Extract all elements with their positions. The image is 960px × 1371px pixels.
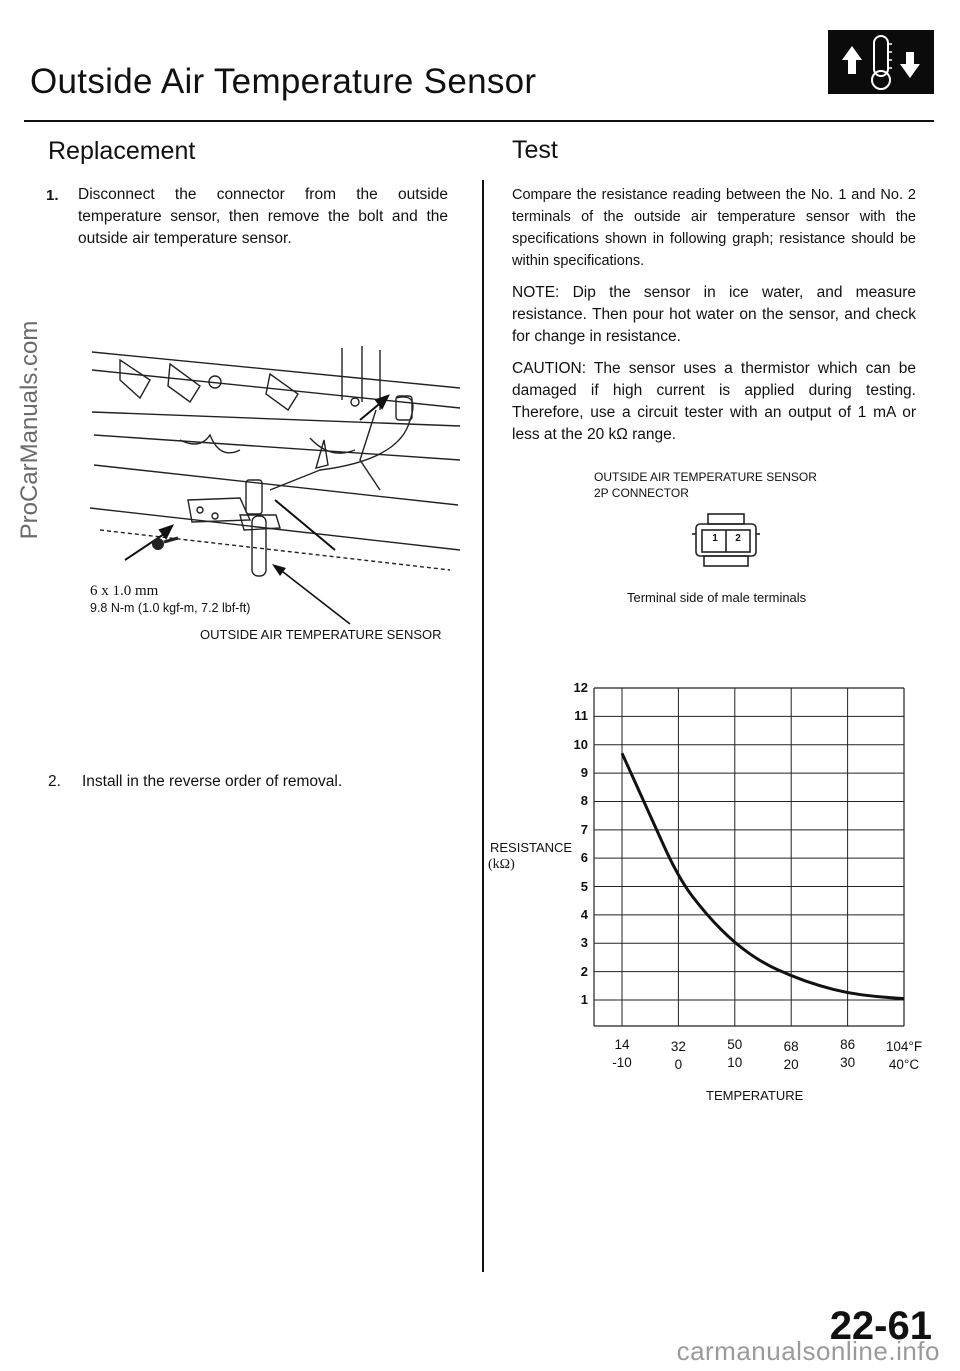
title-divider xyxy=(24,120,934,122)
y-tick-4: 4 xyxy=(580,906,588,922)
footer-watermark: carmanualsonline.info xyxy=(676,1336,940,1366)
sensor-leader-line xyxy=(250,560,370,630)
y-tick-11: 11 xyxy=(574,708,588,724)
connector-title-line1: OUTSIDE AIR TEMPERATURE SENSOR xyxy=(594,470,817,484)
connector-outline xyxy=(690,512,762,570)
y-tick-12: 12 xyxy=(573,680,588,695)
y-axis-label: RESISTANCE xyxy=(490,840,573,855)
replacement-heading: Replacement xyxy=(48,137,196,165)
up-arrow-thermometer-down-arrow-icon xyxy=(828,30,934,94)
test-note: NOTE: Dip the sensor in ice water, and measure resistance. Then pour hot water on the sensor, and check for change in resistance. xyxy=(512,284,916,345)
bolt-size-label: 6 x 1.0 mm xyxy=(90,583,159,599)
x-axis-label: TEMPERATURE xyxy=(706,1088,804,1103)
connector-pin-1: 1 xyxy=(712,533,718,544)
y-tick-2: 2 xyxy=(580,963,588,979)
connector-caption: Terminal side of male terminals xyxy=(627,590,807,605)
y-tick-10: 10 xyxy=(573,736,588,752)
test-heading: Test xyxy=(512,136,558,164)
y-tick-7: 7 xyxy=(580,821,588,837)
x-tick-c-0: -10 xyxy=(612,1055,632,1070)
x-tick-f-5: 104°F xyxy=(885,1039,923,1054)
y-tick-5: 5 xyxy=(580,878,588,894)
y-tick-9: 9 xyxy=(580,765,588,781)
x-tick-1 xyxy=(656,1038,700,1074)
x-tick-f-0: 14 xyxy=(614,1037,630,1052)
x-tick-f-2: 50 xyxy=(727,1037,743,1052)
step-1-number: 1. xyxy=(46,187,59,204)
step-2-text: Install in the reverse order of removal. xyxy=(82,773,343,790)
step-2-number: 2. xyxy=(48,773,61,790)
torque-label: 9.8 N-m (1.0 kgf-m, 7.2 lbf-ft) xyxy=(90,601,251,615)
page-title: Outside Air Temperature Sensor xyxy=(30,62,537,101)
test-caution: CAUTION: The sensor uses a thermistor which can be damaged if high current is applied during testing. Therefore, use a circuit tester with an output of 1 mA or less at the 20 kΩ range. xyxy=(512,360,916,443)
step-1-text: Disconnect the connector from the outside temperature sensor, then remove the bolt and the outside air temperature sensor. xyxy=(78,186,448,247)
x-tick-c-2: 10 xyxy=(727,1055,743,1070)
side-watermark-text: ProCarManuals.com xyxy=(16,320,43,540)
connector-title-line2: 2P CONNECTOR xyxy=(594,486,689,500)
temperature-sensor-icon xyxy=(828,30,934,94)
x-tick-c-5: 40°C xyxy=(888,1057,920,1072)
sensor-callout-label: OUTSIDE AIR TEMPERATURE SENSOR xyxy=(200,627,442,642)
x-tick-4 xyxy=(826,1036,870,1072)
resistance-curve xyxy=(622,753,904,998)
x-tick-f-4: 86 xyxy=(840,1037,856,1052)
y-axis-unit: (kΩ) xyxy=(488,857,515,872)
x-tick-c-3: 20 xyxy=(783,1057,799,1072)
test-intro: Compare the resistance reading between the No. 1 and No. 2 terminals of the outside air temperature sensor with the specifications shown in following graph; resistance should be within specifications. xyxy=(512,187,916,269)
column-divider xyxy=(482,180,484,1272)
x-tick-5 xyxy=(882,1038,926,1074)
x-tick-3 xyxy=(769,1038,813,1074)
x-tick-c-1: 0 xyxy=(674,1057,683,1072)
y-tick-6: 6 xyxy=(580,850,588,866)
y-tick-8: 8 xyxy=(580,793,588,809)
2p-connector-diagram xyxy=(690,512,762,570)
page-number: 22-61 xyxy=(829,1304,932,1348)
y-tick-3: 3 xyxy=(580,935,588,951)
x-tick-2 xyxy=(713,1036,757,1072)
x-tick-f-1: 32 xyxy=(670,1039,686,1054)
connector-pin-2: 2 xyxy=(735,533,741,544)
x-tick-0 xyxy=(600,1036,644,1072)
x-tick-c-4: 30 xyxy=(840,1055,856,1070)
y-tick-1: 1 xyxy=(580,992,588,1007)
x-tick-f-3: 68 xyxy=(783,1039,799,1054)
